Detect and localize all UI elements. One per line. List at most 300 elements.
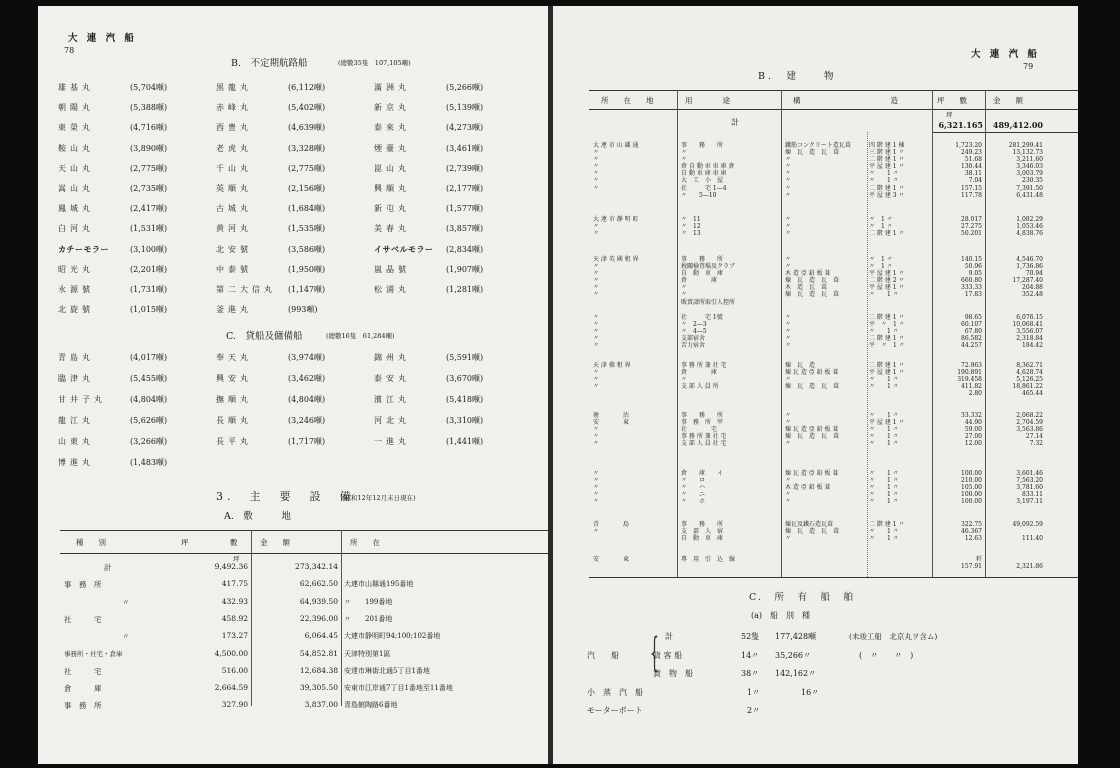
fleet-motorboat-count: 2〃 — [747, 706, 761, 715]
ship-entry — [58, 264, 216, 284]
estate-location: 大連市山縣通195番地 — [344, 580, 414, 589]
ship-name: 錦州丸 — [374, 353, 410, 362]
ship-tonnage: (1,441噸) — [446, 437, 484, 446]
estate-tsubo: 516.00 — [221, 665, 248, 675]
estate-location: 〃 199番地 — [344, 597, 393, 606]
building-location: 青 島 〃 — [593, 521, 630, 536]
ship-name: 鞍山丸 — [58, 143, 94, 153]
ship-entry — [374, 102, 532, 122]
ship-entry — [216, 352, 374, 373]
building-structure: 〃 〃 〃 — [785, 216, 792, 238]
left-page-number: 78 — [64, 46, 75, 55]
ship-entry — [216, 373, 374, 394]
estate-tsubo: 2,664.59 — [214, 683, 248, 693]
building-structure: 〃 〃 煉 瓦 造 亞 鉛 板 葺 煉 瓦 造 瓦 葺 〃 — [785, 412, 840, 448]
irregular-ships-list — [58, 82, 533, 324]
ship-entry — [58, 436, 216, 457]
ship-entry — [374, 163, 532, 183]
ship-entry — [58, 183, 216, 203]
ship-tonnage: (3,462噸) — [288, 374, 326, 383]
estate-row — [38, 683, 550, 700]
ship-entry — [216, 122, 374, 142]
building-location: 安 東 — [593, 556, 630, 563]
ship-entry — [58, 352, 216, 373]
ship-tonnage: (3,857噸) — [446, 224, 484, 234]
ship-tonnage: (5,266噸) — [446, 83, 484, 92]
estate-header-location: 所 在 — [350, 538, 380, 547]
ship-entry — [58, 82, 216, 102]
ship-tonnage: (4,639噸) — [288, 123, 326, 133]
ship-name: 美春丸 — [374, 224, 410, 234]
fleet-motorboat-label: モーターボート — [587, 706, 643, 715]
ship-name: 英順丸 — [216, 183, 252, 193]
ship-tonnage: (5,139噸) — [446, 103, 484, 113]
buildings-total-tsubo: 6,321.165 — [938, 120, 983, 130]
ship-entry — [216, 223, 374, 243]
ship-name: 雄基丸 — [58, 83, 94, 92]
ship-tonnage: (1,483噸) — [130, 458, 168, 467]
ship-tonnage: (2,156噸) — [288, 183, 326, 193]
ship-tonnage: (4,804噸) — [288, 395, 326, 404]
ship-tonnage: (1,147噸) — [288, 284, 326, 294]
left-page — [38, 6, 550, 764]
estate-kind: 事 務 所 — [64, 580, 102, 590]
estate-kind: 事務所・社宅・倉庫 — [64, 649, 123, 658]
ship-name: 中泰號 — [216, 264, 252, 274]
ship-entry — [374, 373, 532, 394]
right-page — [553, 6, 1078, 764]
buildings-header-location: 所 在 地 — [601, 96, 654, 105]
ship-tonnage: (1,577噸) — [446, 204, 484, 214]
ship-tonnage: (2,201噸) — [130, 264, 168, 274]
estate-row — [38, 562, 550, 579]
ship-name: 長平丸 — [216, 437, 252, 446]
ship-name: 新屯丸 — [374, 204, 410, 214]
fleet-small-count: 1〃 — [747, 688, 761, 697]
building-amount: 6,076.15 10,068.41 3,556.07 2,318.84 184.42 — [1012, 314, 1043, 350]
ship-name: 新京丸 — [374, 103, 410, 113]
ship-name: 一進丸 — [374, 437, 410, 446]
estate-tsubo: 173.27 — [221, 631, 248, 641]
section-c-title: C. 貸船及傭備船 — [226, 331, 303, 342]
ship-entry — [216, 264, 374, 284]
estate-amount: 39,305.50 — [299, 683, 338, 693]
estate-header-count: 數 — [230, 538, 238, 547]
ship-name: 黒龍丸 — [216, 83, 252, 92]
section-b-summary: (總數35隻 107,105噸) — [338, 59, 411, 67]
tsubo-unit: 坪 — [946, 111, 953, 119]
building-structure: 煉瓦及鐵石造瓦葺 煉 瓦 造 瓦 葺 〃 — [785, 521, 840, 543]
building-amount: 1,082.29 1,053.46 4,838.76 — [1016, 216, 1043, 238]
ship-entry — [58, 122, 216, 142]
building-location: 〃 〃 〃 〃 〃 — [593, 314, 600, 350]
fleet-small-tons: 16〃 — [801, 688, 820, 697]
building-amount: 281,299.41 13,132.73 3,211.60 3,346.03 3,003.79 230.35 7,391.50 6,431.48 — [1008, 142, 1043, 199]
ship-entry — [374, 244, 532, 264]
ship-entry — [374, 122, 532, 142]
fleet-passenger-note: ( 〃 〃 ) — [859, 651, 914, 660]
section-b-title: B. 不定期航路船 — [231, 58, 308, 69]
ship-name: 崑山丸 — [374, 163, 410, 173]
ship-name: 濱江丸 — [374, 395, 410, 404]
fleet-brace: { — [650, 630, 659, 676]
ship-entry — [58, 203, 216, 223]
estate-location: 安東市江岸通7丁目1番地至11番地 — [344, 684, 453, 693]
right-page-number: 79 — [1023, 62, 1034, 71]
building-location: 〃 〃 〃 〃 〃 — [593, 470, 600, 506]
ship-name: 白河丸 — [58, 224, 94, 234]
building-tsubo: 1,723.20 249.23 51.68 130.44 38.11 7.04 157.15 117.78 — [955, 142, 982, 199]
ship-name: 西豊丸 — [216, 123, 252, 133]
ship-tonnage: (1,531噸) — [130, 224, 168, 234]
ship-entry — [374, 82, 532, 102]
ship-entry — [374, 183, 532, 203]
ship-name: 甘井子丸 — [58, 395, 106, 404]
ship-tonnage: (3,461噸) — [446, 143, 484, 153]
ship-entry — [216, 102, 374, 122]
building-use: 事 務 所 事 務 所 甲 社 宅 事 務 所 兼 社 宅 支 部 人 員 社 宅 — [681, 412, 727, 448]
building-tsubo: 98.65 60.107 67.80 86.582 44.257 — [961, 314, 982, 350]
estate-row — [38, 597, 550, 614]
buildings-header-structure: 構 造 — [793, 96, 898, 105]
ship-entry — [58, 394, 216, 415]
ship-tonnage: (3,890噸) — [130, 143, 168, 153]
estate-row — [38, 649, 550, 666]
ship-entry — [58, 163, 216, 183]
estate-row — [38, 579, 550, 596]
building-use: 事 務 所 〃 〃 倉 自 動 車 車 庫 倉 自 動 車 庫 車 庫 大 工 小 屋 社 宅 1—4 〃 5—10 — [681, 142, 735, 199]
ship-entry — [216, 394, 374, 415]
ship-entry — [374, 264, 532, 284]
fleet-passenger-label: 貨 客 船 — [653, 651, 683, 660]
ship-tonnage: (1,907噸) — [446, 264, 484, 274]
estate-tsubo: 458.92 — [221, 613, 248, 623]
buildings-header-tsubo: 坪 數 — [937, 96, 967, 105]
ship-name: 博進丸 — [58, 458, 94, 467]
building-use: 專 用 引 込 線 — [681, 556, 736, 563]
building-floors: 〃 1 〃 〃 1 〃 〃 1 〃 〃 1 〃 〃 1 〃 — [869, 470, 899, 506]
fleet-passenger-count: 14〃 — [741, 651, 760, 660]
ship-tonnage: (4,716噸) — [130, 123, 168, 133]
ship-name: 滿洲丸 — [374, 83, 410, 92]
building-location: 大 連 市 靜 明 町 〃 〃 — [593, 216, 639, 238]
estate-amount: 3,837.00 — [304, 700, 338, 710]
ship-tonnage: (5,591噸) — [446, 353, 484, 362]
building-use: 〃 11 〃 12 〃 13 — [681, 216, 701, 238]
estate-row — [38, 614, 550, 631]
ship-tonnage: (5,418噸) — [446, 395, 484, 404]
ship-tonnage: (2,735噸) — [130, 183, 168, 193]
building-structure: 煉 瓦 造 煉 瓦 造 亞 鉛 板 葺 〃 煉 瓦 造 瓦 葺 — [785, 362, 840, 391]
building-use: 社 宅 1號 〃 2—3 〃 4—5 支部宿舍 苦力宿舍 — [681, 314, 723, 350]
building-tsubo: 粁 157.91 — [961, 556, 982, 571]
ship-tonnage: (5,626噸) — [130, 416, 168, 425]
buildings-header-amount: 金 額 — [993, 96, 1023, 105]
ship-name: 黄河丸 — [216, 224, 252, 234]
estate-tsubo: 327.90 — [221, 700, 248, 710]
section-c-summary: (總數16隻 61,284噸) — [326, 332, 395, 340]
ship-tonnage: (4,804噸) — [130, 395, 168, 404]
ship-entry — [58, 415, 216, 436]
estate-tsubo: 4,500.00 — [214, 648, 248, 658]
section-a-title: A. 敷 地 — [224, 511, 291, 522]
fleet-cargo-tons: 142,162〃 — [775, 669, 817, 678]
ship-tonnage: (6,112噸) — [288, 83, 326, 92]
ship-tonnage: (993噸) — [288, 305, 318, 315]
building-structure: 〃 〃 〃 〃 〃 — [785, 314, 792, 350]
ship-entry — [374, 394, 532, 415]
ship-entry — [58, 244, 216, 264]
estate-amount: 62,662.50 — [299, 579, 338, 589]
ship-name: 泰來丸 — [374, 123, 410, 133]
ship-entry — [58, 143, 216, 163]
ship-name: 第二大信丸 — [216, 284, 276, 294]
ship-entry — [374, 415, 532, 436]
building-floors: 二 階 建 1 〃 平 屋 建 1 〃 〃 1 〃 〃 1 〃 — [869, 362, 905, 391]
estate-kind: 計 — [104, 563, 112, 572]
estate-kind: 倉 庫 — [64, 684, 102, 694]
ship-name: 臨津丸 — [58, 374, 94, 383]
building-use: 倉 庫 イ 〃 ロ 〃 ハ 〃 ニ 〃 ホ — [681, 470, 724, 506]
estate-header-amount: 金 額 — [260, 538, 290, 547]
building-floors: 四 階 建 1 棟 三 階 建 1 〃 二 階 建 1 〃 平 屋 建 1 〃 〃 1 〃 〃 1 〃 二 階 建 1 〃 平 屋 建 3 〃 — [869, 142, 905, 199]
ship-tonnage: (1,717噸) — [288, 437, 326, 446]
estate-amount: 6,064.45 — [304, 631, 338, 641]
fleet-cargo-count: 38〃 — [741, 669, 760, 678]
building-floors: 二 階 建 1 〃 平 〃 1 〃 〃 1 〃 二 階 建 1 〃 平 〃 1 〃 — [869, 314, 905, 350]
ship-tonnage: (5,704噸) — [130, 83, 168, 92]
estate-kind: 社 宅 — [64, 614, 102, 624]
ship-entry — [58, 373, 216, 394]
ship-tonnage: (5,455噸) — [130, 374, 168, 383]
ship-entry — [374, 436, 532, 457]
ship-tonnage: (5,402噸) — [288, 103, 326, 113]
ship-tonnage: (1,731噸) — [130, 284, 168, 294]
ship-name: 釜進丸 — [216, 305, 252, 315]
ship-tonnage: (5,388噸) — [130, 103, 168, 113]
building-amount: 2,068.22 2,704.59 3,563.86 27.14 7.32 — [1016, 412, 1043, 448]
ships-owned-title: C. 所 有 船 舶 — [749, 592, 855, 603]
ship-name: 河北丸 — [374, 416, 410, 425]
estate-location: 安達市琳街北通5丁目1番地 — [344, 666, 430, 675]
ship-entry — [374, 143, 532, 163]
estate-row — [38, 631, 550, 648]
fleet-passenger-tons: 35,266〃 — [775, 651, 811, 660]
ship-name: 撫順丸 — [216, 395, 252, 404]
fleet-cargo-label: 貨 物 船 — [653, 669, 693, 678]
ship-tonnage: (3,328噸) — [288, 143, 326, 153]
building-structure: 鐵筋コンクリート造瓦葺 煉 瓦 造 瓦 葺 〃 〃 〃 〃 〃 〃 — [785, 142, 851, 199]
ship-entry — [58, 304, 216, 324]
ship-name: 北旋號 — [58, 305, 94, 315]
ship-name: 青島丸 — [58, 353, 94, 362]
buildings-header-use: 用 途 — [685, 96, 730, 105]
ship-name: 長順丸 — [216, 416, 252, 425]
building-floors: 〃 1 〃 〃 1 〃 二 階 建 1 〃 — [869, 216, 905, 238]
estate-tsubo: 9,492.36 — [214, 562, 248, 571]
building-floors: 二 階 建 1 〃 〃 1 〃 〃 1 〃 — [869, 521, 905, 543]
ship-entry — [374, 203, 532, 223]
ship-tonnage: (3,586噸) — [288, 244, 326, 254]
buildings-title: B. 建 物 — [758, 71, 837, 82]
building-floors: 〃 1 〃 平 屋 建 1 〃 〃 1 〃 〃 1 〃 〃 1 〃 — [869, 412, 905, 448]
ship-entry — [216, 304, 374, 324]
ship-name: 煙臺丸 — [374, 143, 410, 153]
ship-entry — [216, 143, 374, 163]
ship-tonnage: (1,015噸) — [130, 305, 168, 315]
ship-name: 興順丸 — [374, 183, 410, 193]
ship-tonnage: (1,281噸) — [446, 284, 484, 294]
building-tsubo: 100.00 210.00 105.00 100.00 100.00 — [961, 470, 982, 506]
ship-name: 嵐晶號 — [374, 264, 410, 274]
ship-entry — [216, 163, 374, 183]
building-amount: 2,321.86 — [1016, 563, 1043, 571]
estate-kind: 社 宅 — [64, 666, 102, 676]
estate-amount: 54,852.81 — [299, 648, 338, 658]
ship-tonnage: (2,775噸) — [130, 163, 168, 173]
building-structure: 〃 〃 木 造 亞 鉛 板 葺 煉 瓦 造 瓦 葺 木 造 瓦 葺 煉 瓦 造 瓦 葺 — [785, 256, 840, 299]
ship-entry — [216, 82, 374, 102]
ship-name: 老虎丸 — [216, 143, 252, 153]
estate-location: 天津特別第1區 — [344, 649, 391, 658]
ship-entry — [216, 436, 374, 457]
ship-name: 千山丸 — [216, 163, 252, 173]
estate-amount: 12,684.38 — [299, 665, 338, 675]
ship-tonnage: (1,684噸) — [288, 204, 326, 214]
ship-name: 永源號 — [58, 284, 94, 294]
building-amount: 49,092.59 111.40 — [1012, 521, 1043, 543]
fleet-total-count: 52隻 — [741, 632, 760, 641]
building-use: 事 務 所 税關檢査場及クラブ 自 動 車 庫 倉 庫 〃 〃 販賣請所取引人控所 — [681, 256, 736, 306]
buildings-total-label: 計 — [731, 118, 739, 127]
estate-unit: 坪 — [233, 555, 240, 563]
building-tsubo: 33.332 44.90 59.00 27.00 12.00 — [961, 412, 982, 448]
ship-tonnage: (3,246噸) — [288, 416, 326, 425]
building-use: 事 務 所 兼 社 宅 倉 庫 〃 支 部 人 員 所 — [681, 362, 727, 391]
estate-location: 大連市静明町94;100;102番地 — [344, 632, 441, 641]
estate-header-kind: 種 別 — [76, 538, 106, 547]
building-amount: 8,362.71 4,628.74 5,126.25 18,861.22 465.44 — [1012, 362, 1043, 398]
ship-entry — [216, 244, 374, 264]
ship-tonnage: (3,670噸) — [446, 374, 484, 383]
ship-name: 泰安丸 — [374, 374, 410, 383]
fleet-steamship-label: 汽 船 — [587, 651, 619, 660]
ship-name: 松浦丸 — [374, 284, 410, 294]
estate-amount: 22,396.00 — [299, 613, 338, 623]
ship-entry — [58, 457, 216, 478]
ship-name: 天山丸 — [58, 163, 94, 173]
right-running-head: 大 連 汽 船 — [971, 49, 1040, 60]
building-amount: 3,601.46 7,563.20 3,781.60 833.11 3,197.11 — [1016, 470, 1043, 506]
ship-entry — [374, 352, 532, 373]
estate-tsubo: 432.93 — [221, 596, 248, 606]
ship-tonnage: (4,273噸) — [446, 123, 484, 133]
ship-tonnage: (3,266噸) — [130, 437, 168, 446]
left-running-head: 大 連 汽 船 — [68, 33, 137, 44]
ship-name: 鳳城丸 — [58, 204, 94, 214]
ship-tonnage: (2,834噸) — [446, 244, 484, 254]
ship-name: 昭光丸 — [58, 264, 94, 274]
chartered-ships-list — [58, 352, 533, 478]
ship-tonnage: (3,100噸) — [130, 244, 168, 254]
estate-kind: 事 務 所 — [64, 701, 102, 711]
building-structure: 煉 瓦 造 亞 鉛 板 葺 〃 木 造 亞 鉛 板 葺 〃 〃 — [785, 470, 839, 506]
ship-name: 奉天丸 — [216, 353, 252, 362]
buildings-total-amount: 489,412.00 — [992, 120, 1043, 130]
fleet-total-note: (未竣工船 北京丸ヲ含ム) — [849, 632, 938, 641]
building-tsubo: 72.963 190.891 319.458 411.82 2.80 — [957, 362, 982, 398]
ship-name: 赤峰丸 — [216, 103, 252, 113]
building-location: 塘 沽 安 東 〃 〃 〃 — [593, 412, 630, 448]
estate-kind: 〃 — [122, 632, 130, 642]
ship-entry — [216, 284, 374, 304]
ship-name: 興安丸 — [216, 374, 252, 383]
estate-row — [38, 700, 550, 717]
ship-name: 北安號 — [216, 244, 252, 254]
fleet-total-tons: 177,428噸 — [775, 632, 817, 641]
ship-entry — [374, 223, 532, 243]
ship-entry — [216, 203, 374, 223]
ship-name: 東榮丸 — [58, 123, 94, 133]
estate-amount: 273,342.14 — [295, 562, 338, 571]
building-amount: 4,546.70 1,736.86 70.94 17,287.40 204.88 352.48 — [1012, 256, 1043, 299]
building-tsubo: 140.15 50.96 9.05 660.80 333.33 17.83 — [961, 256, 982, 299]
ship-tonnage: (1,535噸) — [288, 224, 326, 234]
ship-tonnage: (2,177噸) — [446, 183, 484, 193]
ship-tonnage: (2,739噸) — [446, 163, 484, 173]
estate-row — [38, 666, 550, 683]
section-3-title: 3. 主 要 設 備 — [216, 490, 355, 503]
ship-tonnage: (1,950噸) — [288, 264, 326, 274]
ship-tonnage: (2,775噸) — [288, 163, 326, 173]
ship-name: 古城丸 — [216, 204, 252, 214]
ship-entry — [58, 223, 216, 243]
section-3-note: (昭和12年12月末日現在) — [342, 494, 416, 502]
building-location: 大 連 市 山 縣 通 〃 〃 〃 〃 〃 〃 — [593, 142, 639, 192]
estate-header-tsubo: 坪 — [181, 538, 189, 547]
building-tsubo: 322.75 46.367 12.63 — [961, 521, 982, 543]
ship-tonnage: (4,017噸) — [130, 353, 168, 362]
ship-name: 朝陽丸 — [58, 103, 94, 113]
building-location: 天 津 英 國 租 界 〃 〃 〃 〃 〃 — [593, 256, 639, 299]
building-location: 天 津 佛 租 界 〃 〃 〃 — [593, 362, 631, 391]
estate-tsubo: 417.75 — [221, 579, 248, 589]
ship-entry — [58, 284, 216, 304]
estate-location: 〃 201番地 — [344, 614, 393, 623]
ship-entry — [58, 102, 216, 122]
ship-entry — [216, 183, 374, 203]
fleet-total-label: 計 — [665, 632, 673, 641]
building-floors: 〃 1 〃 〃 1 〃 平 屋 建 1 〃 二 階 建 2 〃 平 屋 建 1 〃 〃 1 〃 — [869, 256, 905, 299]
ship-tonnage: (3,974噸) — [288, 353, 326, 362]
ship-name: 山東丸 — [58, 437, 94, 446]
ship-tonnage: (3,310噸) — [446, 416, 484, 425]
ships-type-subtitle: (a) 船 別 種 — [751, 611, 811, 620]
ship-entry — [374, 284, 532, 304]
estate-amount: 64,939.50 — [299, 596, 338, 606]
ship-name: カチーモラー — [58, 243, 109, 254]
ship-tonnage: (2,417噸) — [130, 204, 168, 214]
ship-name: イサベルモラー — [374, 243, 434, 254]
ship-entry — [216, 415, 374, 436]
building-use: 事 務 所 支 部 人 宿 自 動 車 庫 — [681, 521, 724, 543]
estate-location: 青島館陶路6番地 — [344, 701, 398, 710]
building-tsubo: 28.017 27.275 50.201 — [961, 216, 982, 238]
fleet-small-label: 小 蒸 汽 船 — [587, 688, 643, 697]
ship-name: 龍江丸 — [58, 416, 94, 425]
ship-name: 嵩山丸 — [58, 183, 94, 193]
estate-kind: 〃 — [122, 597, 130, 607]
